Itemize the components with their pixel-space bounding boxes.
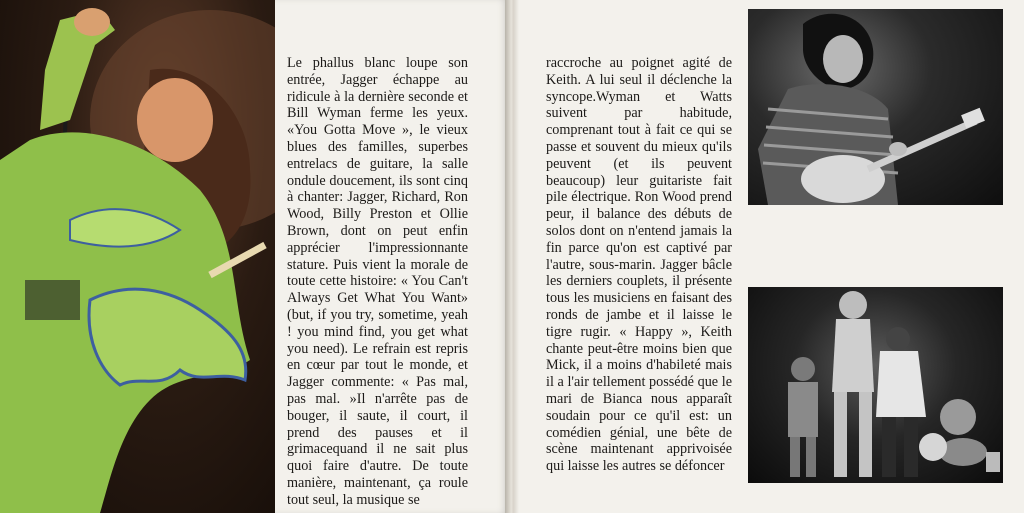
left-page [0, 0, 510, 513]
guitarist-photo [748, 9, 1003, 205]
left-page-text [287, 55, 468, 509]
left-page-paragraph: Le phallus blanc loupe son entrée, Jagger échappe au ridicule à la dernière seconde et Bill Wyman ferme les yeux. «You Gotta Move », le vieux blues des familles, superbes entrelacs de guitare, la salle ondule doucement, ils sont cinq à chanter: Jagger, Richard, Ron Wood, Billy Preston et Ollie Brown, dont on peut enfin apprécier l'impressionnante stature. Puis vient la morale de toute cette histoire: « You Can't Always Get What You Want» (but, if you try, sometime, yeah ! you mind find, you get what you need). Le refrain est repris en cœur par tout le monde, et Jagger commente: « Pas mal, pas mal. »Il n'arrête pas de bouger, il saute, il court, il prend des pauses et il grimacequand il ne sait plus quoi faire d'autre. De toute manière, maintenant, ça roule tout seul, la musique se [287, 55, 468, 508]
book-gutter [505, 0, 519, 513]
guitarist-photo-illustration [748, 9, 1003, 205]
band-photo-illustration [748, 287, 1003, 483]
right-page-text [546, 55, 732, 475]
singer-photo [0, 0, 275, 513]
singer-photo-illustration [0, 0, 275, 513]
right-page-paragraph: raccroche au poignet agité de Keith. A lui seul il déclenche la syncope.Wyman et Watts suivent par habitude, comprenant tout à fait ce qui se passe et souvent du mieux qu'ils peuvent (et ils peuvent beaucoup) leur guitariste fait pile électrique. Ron Wood prend peur, il balance des débuts de solos dont on n'entend jamais la fin parce qu'on est captivé par l'autre, sous-marin. Jagger bâcle les derniers couplets, il présente tous les musiciens en faisant des ronds de jambe et il laisse le tigre rugir. « Happy », Keith chante peut-être moins bien que Mick, il a moins d'habileté mais il a l'air tellement possédé que le mari de Bianca nous apparaît soudain pour ce qu'il est: un comédien génial, une bête de scène maintenant apprivoisée qui laisse les autres se défoncer [546, 55, 732, 475]
band-photo [748, 287, 1003, 483]
